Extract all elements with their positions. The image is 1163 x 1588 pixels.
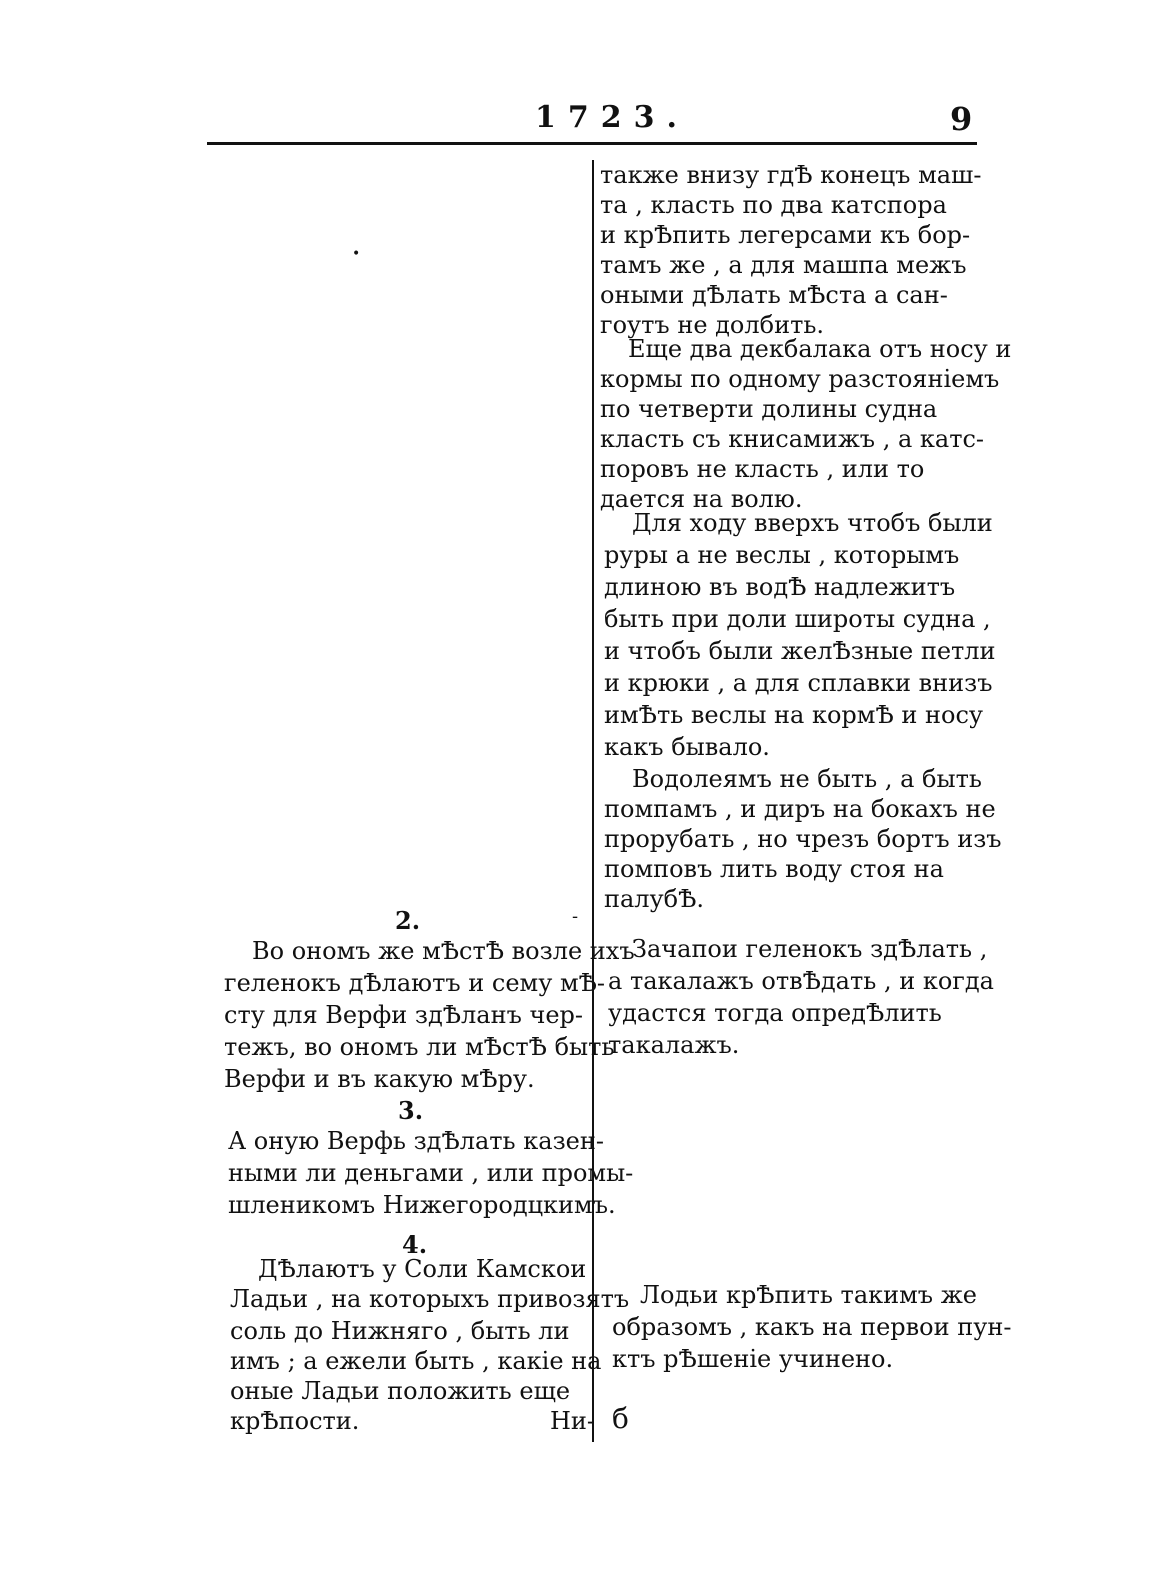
text-line: крѢпости. <box>230 1407 360 1435</box>
page-year-header: 1723. <box>535 100 689 135</box>
text-line: палубѢ. <box>604 885 705 913</box>
text-line: Ладьи , на которыхъ привозятъ <box>230 1285 630 1313</box>
text-line: Водолеямъ не быть , а быть <box>632 765 982 793</box>
text-line: прорубать , но чрезъ бортъ изъ <box>604 825 1002 853</box>
text-line: Лодьи крѢпить такимъ же <box>640 1281 977 1309</box>
text-line: по четверти долины судна <box>600 395 938 423</box>
text-line: длиною въ водѢ надлежитъ <box>604 573 956 601</box>
text-line: какъ бывало. <box>604 733 770 761</box>
column-divider <box>592 160 594 1442</box>
text-line: тежъ, во ономъ ли мѢстѢ быть <box>224 1033 615 1061</box>
text-line: и крѢпить легерсами къ бор- <box>600 221 971 249</box>
text-line: А оную Верфь здѢлать казен- <box>228 1127 604 1155</box>
text-line: тамъ же , а для машпа межъ <box>600 251 967 279</box>
signature-mark: б <box>612 1402 629 1435</box>
text-line: удастся тогда опредѢлить <box>608 999 942 1027</box>
text-line: гоутъ не долбить. <box>600 311 825 339</box>
text-line: образомъ , какъ на первои пун- <box>612 1313 1012 1341</box>
text-line: Во ономъ же мѢстѢ возле ихъ <box>252 937 635 965</box>
text-line: помповъ лить воду стоя на <box>604 855 944 883</box>
text-line: геленокъ дѢлаютъ и сему мѢ- <box>224 969 605 997</box>
text-line: помпамъ , и диръ на бокахъ не <box>604 795 996 823</box>
header-rule <box>207 142 977 145</box>
text-line: также внизу гдѢ конецъ маш- <box>600 161 982 189</box>
text-line: кормы по одному разстояніемъ <box>600 365 1000 393</box>
text-line: Еще два декбалака отъ носу и <box>628 335 1012 363</box>
text-line: Для ходу вверхъ чтобъ были <box>632 509 993 537</box>
text-line: ДѢлаютъ у Соли Камскои <box>258 1255 587 1283</box>
text-line: дается на волю. <box>600 485 803 513</box>
text-line: сту для Верфи здѢланъ чер- <box>224 1001 584 1029</box>
text-line: такалажъ. <box>608 1031 740 1059</box>
section-number-2: 2. <box>395 906 421 935</box>
text-line: Зачапои геленокъ здѢлать , <box>632 935 988 963</box>
text-line: оные Ладьи положить еще <box>230 1377 571 1405</box>
section-number-3: 3. <box>398 1096 424 1125</box>
text-line: имъ ; а ежели быть , какіе на <box>230 1347 602 1375</box>
text-line: шленикомъ Нижегородцкимъ. <box>228 1191 616 1219</box>
text-line: и крюки , а для сплавки внизъ <box>604 669 993 697</box>
text-line: руры а не веслы , которымъ <box>604 541 960 569</box>
text-line: и чтобъ были желѢзные петли <box>604 637 996 665</box>
text-line: поровъ не класть , или то <box>600 455 925 483</box>
text-line: имѢть веслы на кормѢ и носу <box>604 701 984 729</box>
stray-mark: • <box>352 246 361 262</box>
stray-dash: - <box>572 906 579 927</box>
text-line: соль до Нижняго , быть ли <box>230 1317 570 1345</box>
text-line: класть съ книсамижъ , а катс- <box>600 425 985 453</box>
section-number-4: 4. <box>402 1230 428 1259</box>
text-line: а такалажъ отвѢдать , и когда <box>608 967 994 995</box>
text-line: та , класть по два катспора <box>600 191 947 219</box>
text-line: быть при доли широты судна , <box>604 605 991 633</box>
page-number: 9 <box>950 100 973 138</box>
text-line: ными ли деньгами , или промы- <box>228 1159 634 1187</box>
text-line: Верфи и въ какую мѢру. <box>224 1065 535 1093</box>
text-line: ктъ рѢшеніе учинено. <box>612 1345 894 1373</box>
catchword: Ни- <box>550 1407 596 1435</box>
text-line: оными дѢлать мѢста а сан- <box>600 281 948 309</box>
